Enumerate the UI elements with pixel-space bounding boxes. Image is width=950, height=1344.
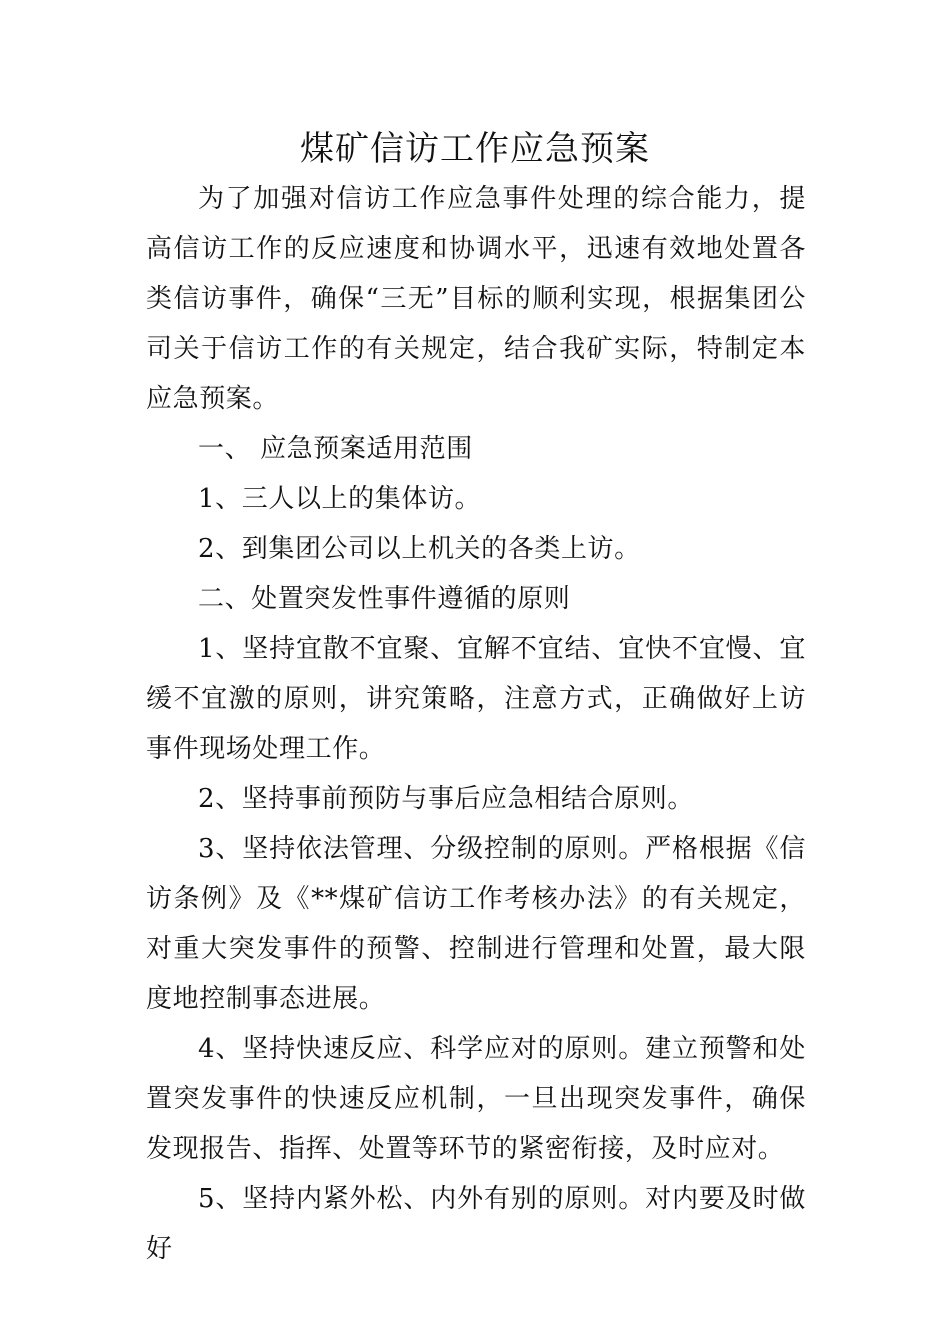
- section-heading-1: 一、 应急预案适用范围: [198, 434, 473, 464]
- document-title: 煤矿信访工作应急预案: [300, 129, 650, 169]
- list-item-1-1: 1、三人以上的集体访。: [198, 484, 482, 514]
- principle-5: 5、坚持内紧外松、内外有别的原则。对内要及时做好: [146, 1184, 806, 1264]
- principle-3: 3、坚持依法管理、分级控制的原则。严格根据《信访条例》及《**煤矿信访工作考核办法》的有关规定，对重大突发事件的预警、控制进行管理和处置，最大限度地控制事态进展。: [146, 834, 806, 1014]
- principle-4: 4、坚持快速反应、科学应对的原则。建立预警和处置突发事件的快速反应机制，一旦出现突发事件，确保发现报告、指挥、处置等环节的紧密衔接，及时应对。: [146, 1034, 806, 1164]
- principle-2: 2、坚持事前预防与事后应急相结合原则。: [198, 784, 694, 814]
- paragraph-intro: 为了加强对信访工作应急事件处理的综合能力，提高信访工作的反应速度和协调水平，迅速有效地处置各类信访事件，确保“三无”目标的顺利实现，根据集团公司关于信访工作的有关规定，结合我矿实际，特制定本应急预案。: [146, 184, 806, 414]
- principle-1: 1、坚持宜散不宜聚、宜解不宜结、宜快不宜慢、宜缓不宜激的原则，讲究策略，注意方式，正确做好上访事件现场处理工作。: [146, 634, 806, 764]
- document-body: [146, 174, 806, 1274]
- list-item-1-2: 2、到集团公司以上机关的各类上访。: [198, 534, 641, 564]
- section-heading-2: 二、处置突发性事件遵循的原则: [198, 584, 571, 614]
